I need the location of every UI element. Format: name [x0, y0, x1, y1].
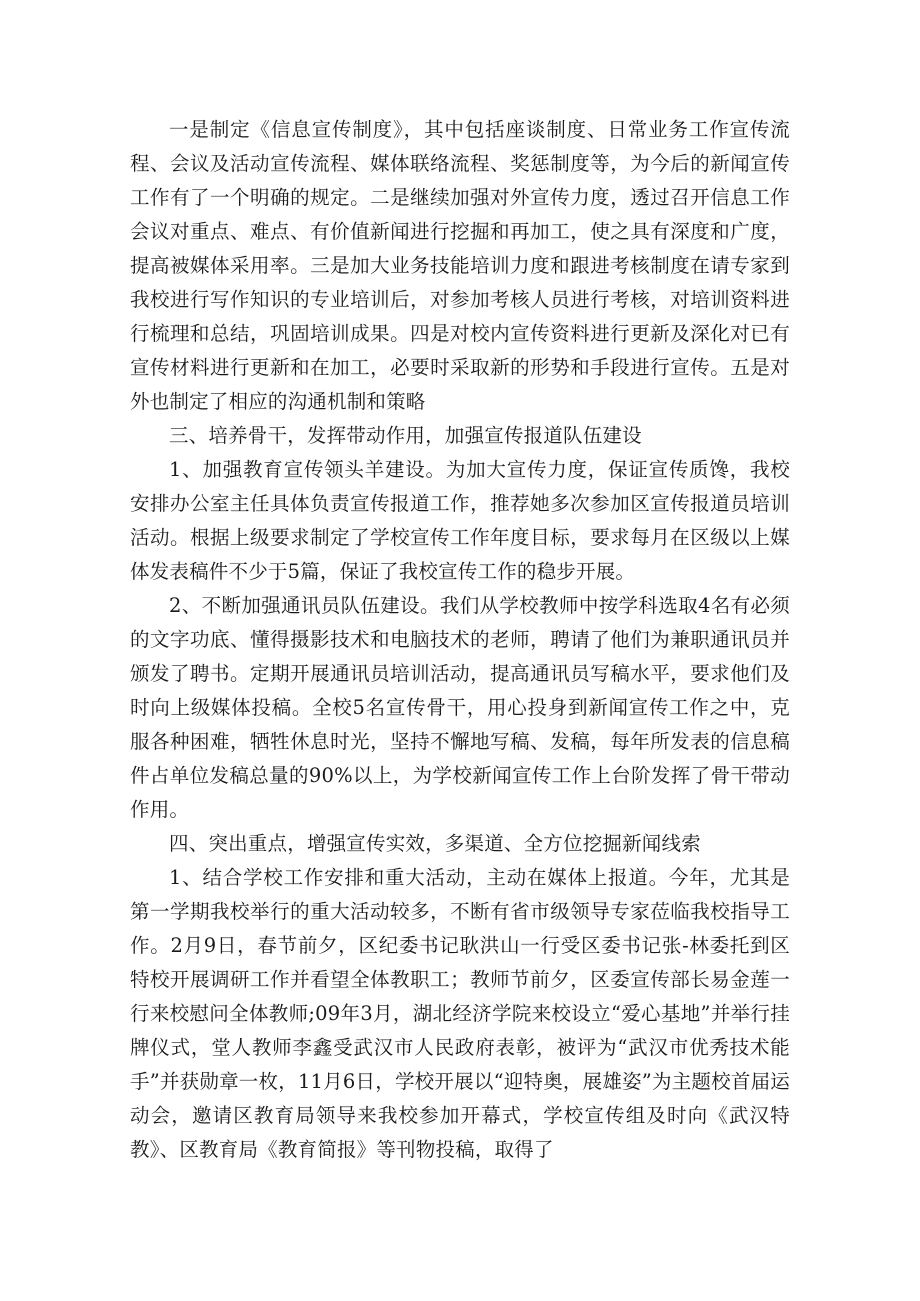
paragraph-4-1: 1、结合学校工作安排和重大活动，主动在媒体上报道。今年，尤其是第一学期我校举行的重大活动较多，不断有省市级领导专家莅临我校指导工作。2月9日，春节前夕，区纪委书记耿洪山一行受区委书记张-林委托到区特校开展调研工作并看望全体教职工；教师节前夕，区委宣传部长易金莲一行来校慰问全体教师;09年3月，湖北经济学院来校设立“爱心基地”并举行挂牌仪式，堂人教师李鑫受武汉市人民政府表彰，被评为“武汉市优秀技术能手”并获勋章一枚，11月6日，学校开展以“迎特奥，展雄姿”为主题校首届运动会，邀请区教育局领导来我校参加开幕式，学校宣传组及时向《武汉特教》、区教育局《教育简报》等刊物投稿，取得了 — [130, 866, 790, 1161]
section-heading-4: 四、突出重点，增强宣传实效，多渠道、全方位挖掘新闻线索 — [169, 832, 701, 855]
paragraph-3-2: 2、不断加强通讯员队伍建设。我们从学校教师中按学科选取4名有必须的文字功底、懂得摄影技术和电脑技术的老师，聘请了他们为兼职通讯员并颁发了聘书。定期开展通讯员培训活动，提高通讯员写稿水平，要求他们及时向上级媒体投稿。全校5名宣传骨干，用心投身到新闻宣传工作之中，克服各种困难，牺牲休息时光，坚持不懈地写稿、发稿，每年所发表的信息稿件占单位发稿总量的90%以上，为学校新闻宣传工作上台阶发挥了骨干带动作用。 — [130, 594, 790, 821]
document-page — [130, 113, 790, 1167]
paragraph-3-1: 1、加强教育宣传领头羊建设。为加大宣传力度，保证宣传质馋，我校安排办公室主任具体负责宣传报道工作，推荐她多次参加区宣传报道员培训活动。根据上级要求制定了学校宣传工作年度目标，要求每月在区级以上媒体发表稿件不少于5篇，保证了我校宣传工作的稳步开展。 — [130, 458, 790, 583]
paragraph-measures: 一是制定《信息宣传制度》，其中包括座谈制度、日常业务工作宣传流程、会议及活动宣传流程、媒体联络流程、奖惩制度等，为今后的新闻宣传工作有了一个明确的规定。二是继续加强对外宣传力度，透过召开信息工作会议对重点、难点、有价值新闻进行挖掘和再加工，使之具有深度和广度，提高被媒体采用率。三是加大业务技能培训力度和跟进考核制度在请专家到我校进行写作知识的专业培训后，对参加考核人员进行考核，对培训资料进行梳理和总结，巩固培训成果。四是对校内宣传资料进行更新及深化对已有宣传材料进行更新和在加工，必要时采取新的形势和手段进行宣传。五是对外也制定了相应的沟通机制和策略 — [130, 118, 790, 413]
section-heading-3: 三、培养骨干，发挥带动作用，加强宣传报道队伍建设 — [169, 424, 642, 447]
